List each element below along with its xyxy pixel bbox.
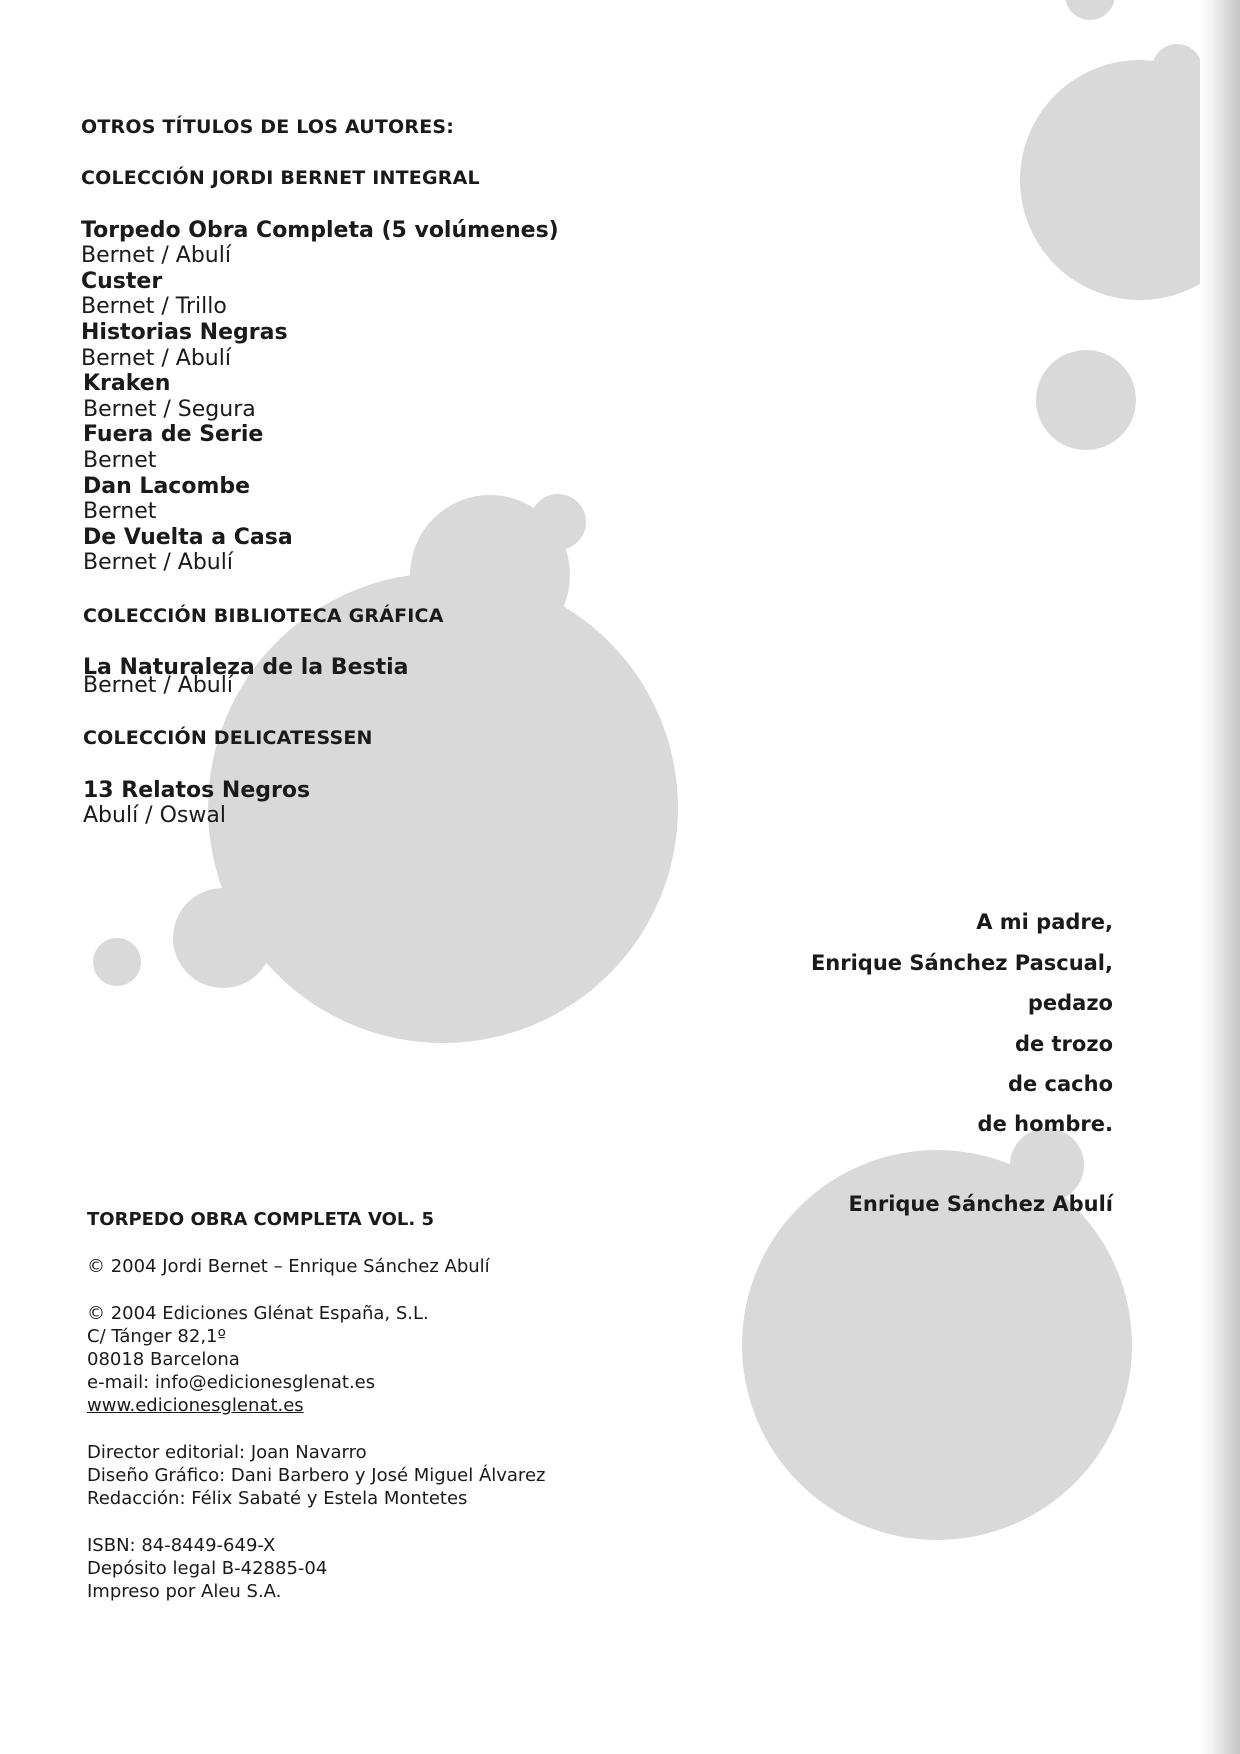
- legal-line: Depósito legal B-42885-04: [87, 1558, 328, 1579]
- book-authors: Bernet / Trillo: [81, 294, 227, 319]
- book-authors: Bernet / Abulí: [81, 346, 231, 371]
- decor-circle-top-right-low: [1036, 350, 1136, 450]
- book-title: Kraken: [83, 371, 171, 396]
- book-authors: Bernet: [83, 499, 157, 524]
- collection-heading-biblioteca: COLECCIÓN BIBLIOTECA GRÁFICA: [83, 605, 444, 627]
- book-authors: Bernet / Abulí: [81, 243, 231, 268]
- book-authors: Bernet / Segura: [83, 397, 256, 422]
- book-authors: Abulí / Oswal: [83, 803, 226, 828]
- legal-line: ISBN: 84-8449-649-X: [87, 1535, 276, 1556]
- dedication-line: de trozo: [1014, 1032, 1113, 1056]
- dedication-line: pedazo: [1027, 991, 1113, 1015]
- book-title: Custer: [81, 269, 163, 294]
- dedication-line: Enrique Sánchez Pascual,: [810, 951, 1113, 975]
- decor-circle-top-right-small: [1152, 44, 1202, 94]
- dedication-signature: Enrique Sánchez Abulí: [848, 1192, 1113, 1216]
- legal-line: Impreso por Aleu S.A.: [87, 1581, 282, 1602]
- book-title: Historias Negras: [81, 320, 288, 345]
- decor-circle-small-center: [530, 494, 586, 550]
- book-title: 13 Relatos Negros: [83, 778, 311, 803]
- book-authors: Bernet / Abulí: [83, 550, 233, 575]
- publisher-city: 08018 Barcelona: [87, 1349, 240, 1370]
- dedication-line: de cacho: [1007, 1072, 1113, 1096]
- collection-heading-delicatessen: COLECCIÓN DELICATESSEN: [83, 727, 373, 749]
- staff-line: Diseño Gráfico: Dani Barbero y José Miguel Álvarez: [87, 1465, 546, 1486]
- decor-circle-large-center: [208, 573, 678, 1043]
- staff-line: Redacción: Félix Sabaté y Estela Montetes: [87, 1488, 468, 1509]
- book-authors: Bernet: [83, 448, 157, 473]
- other-titles-heading: OTROS TÍTULOS DE LOS AUTORES:: [81, 116, 455, 138]
- publisher-copyright: © 2004 Ediciones Glénat España, S.L.: [87, 1303, 429, 1324]
- dedication-line: de hombre.: [977, 1112, 1113, 1136]
- decor-circle-left: [173, 888, 273, 988]
- book-title: Dan Lacombe: [83, 474, 251, 499]
- dedication-line: A mi padre,: [976, 910, 1113, 934]
- decor-circle-top-edge: [1065, 0, 1115, 20]
- publisher-website-link[interactable]: www.edicionesglenat.es: [87, 1395, 304, 1416]
- publisher-email: e-mail: info@edicionesglenat.es: [87, 1372, 376, 1393]
- decor-circle-bottom-right-small: [1010, 1128, 1084, 1202]
- publisher-street: C/ Tánger 82,1º: [87, 1326, 226, 1347]
- book-title: De Vuelta a Casa: [83, 525, 293, 550]
- copyright-authors: © 2004 Jordi Bernet – Enrique Sánchez Abulí: [87, 1256, 490, 1277]
- book-title: La Naturaleza de la Bestia: [83, 655, 409, 680]
- book-title: Fuera de Serie: [83, 422, 264, 447]
- credits-title: TORPEDO OBRA COMPLETA VOL. 5: [87, 1209, 434, 1230]
- page-spine-shadow: [1200, 0, 1240, 1754]
- decor-circle-tiny-left: [93, 938, 141, 986]
- book-title: Torpedo Obra Completa (5 volúmenes): [81, 218, 559, 243]
- staff-line: Director editorial: Joan Navarro: [87, 1442, 367, 1463]
- collection-heading-integral: COLECCIÓN JORDI BERNET INTEGRAL: [81, 167, 480, 189]
- book-authors: Bernet / Abulí: [83, 673, 233, 698]
